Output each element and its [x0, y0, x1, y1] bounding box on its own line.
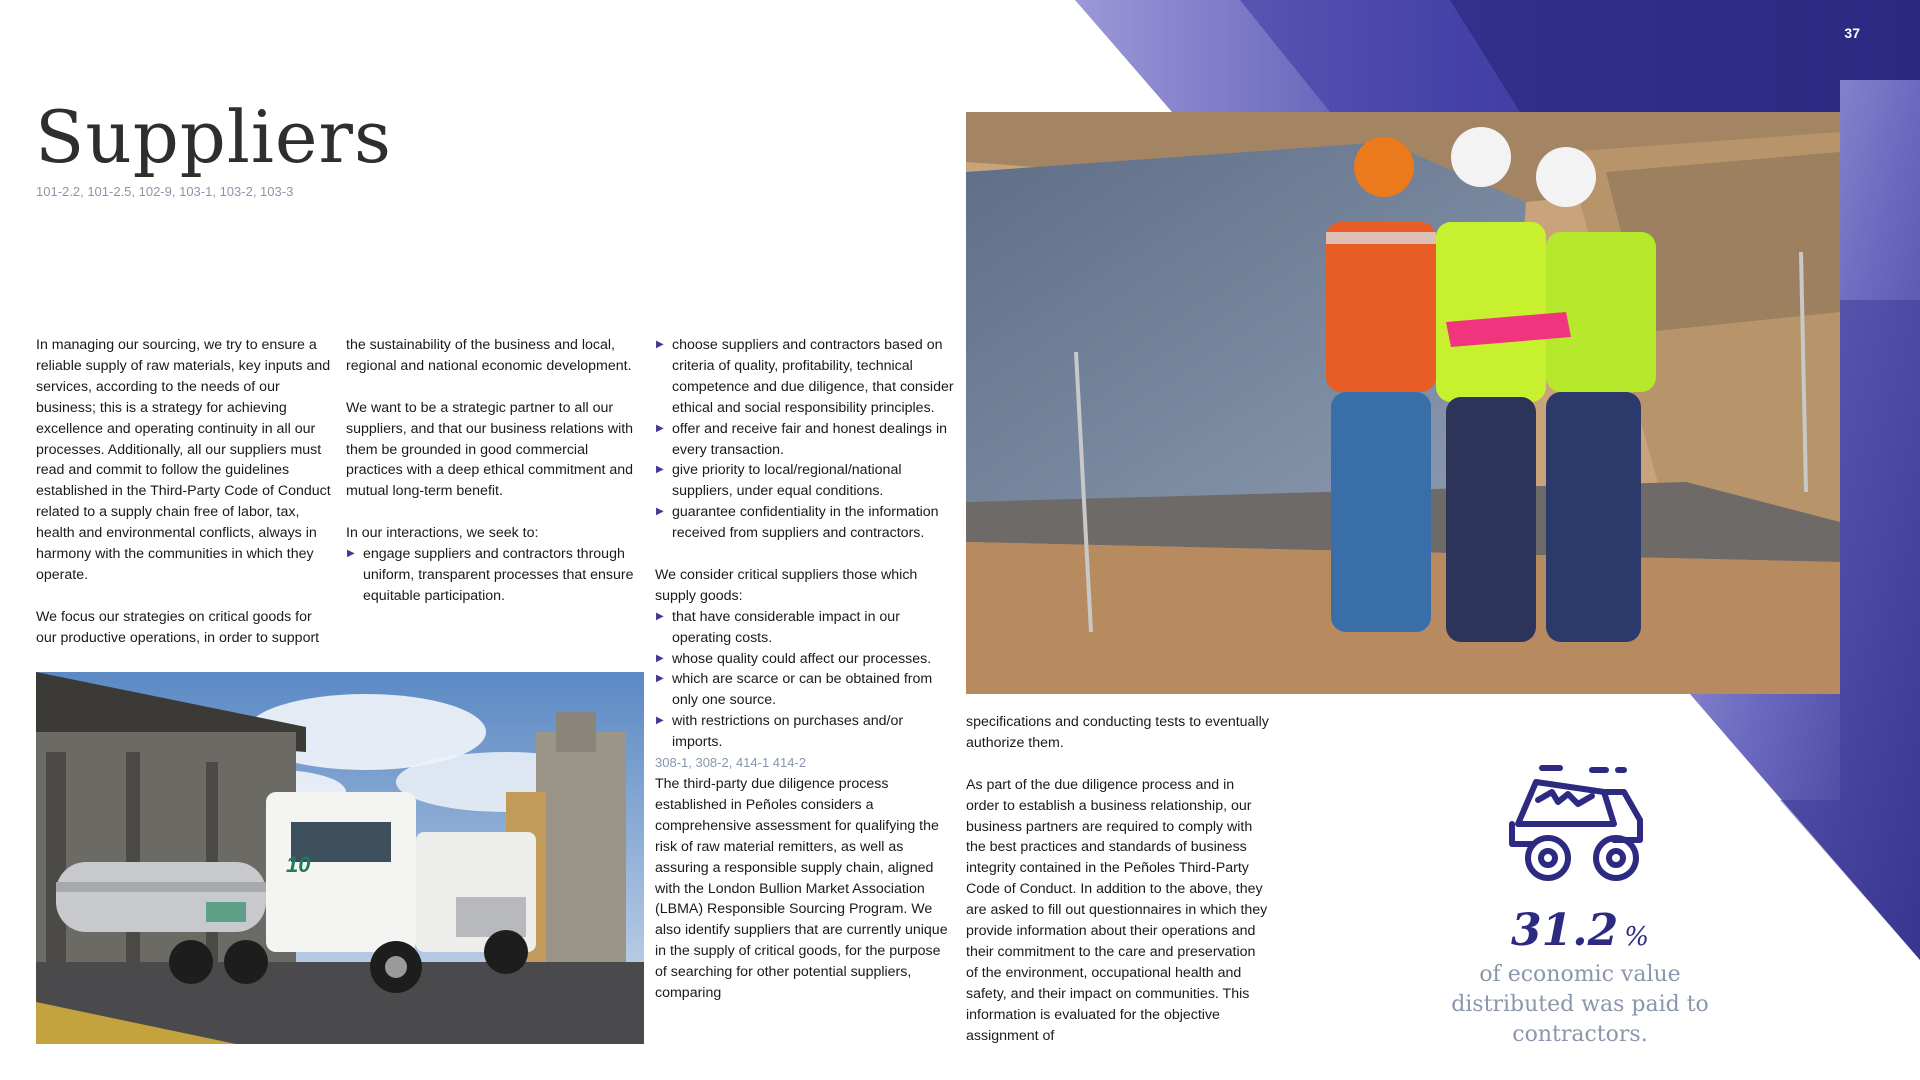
text-column-2 [346, 335, 646, 607]
text-column-3 [655, 335, 955, 1004]
paragraph: As part of the due diligence process and in order to establish a business relationship, our business partners are required to comply with the best practices and standards of business integrity contained in the Peñoles Third-Party Code of Conduct. In addition to the above, they are asked to fill out questionnaires in which they provide information about their operations and their commitment to the care and preservation of the environment, occupational health and safety, and their impact on communities. This information is evaluated for the objective assignment of [966, 776, 1268, 1044]
triangle-bullet-icon: ▶ [656, 506, 664, 518]
triangle-bullet-icon: ▶ [656, 610, 664, 622]
workers-photo [966, 112, 1840, 694]
paragraph: specifications and conducting tests to eventually authorize them. [966, 714, 1269, 751]
triangle-bullet-icon: ▶ [347, 548, 355, 560]
paragraph: We focus our strategies on critical goods for our productive operations, in order to support [36, 608, 320, 646]
trucks-illustration [36, 672, 644, 1044]
stat-unit: % [1624, 922, 1649, 952]
dump-truck-icon [1508, 762, 1656, 886]
bullet-item: ▶ that have considerable impact in our operating costs. [656, 608, 900, 646]
triangle-bullet-icon: ▶ [656, 339, 664, 350]
bullet-item: ▶ whose quality could affect our processes. [655, 649, 955, 670]
triangle-bullet-icon: ▶ [656, 652, 664, 664]
bullet-list [346, 544, 646, 607]
text-column-4 [966, 712, 1271, 1046]
bullet-item: ▶ offer and receive fair and honest dealings in every transaction. [656, 420, 948, 458]
bullet-item: ▶ guarantee confidentiality in the information received from suppliers and contractors. [656, 504, 939, 542]
bullet-list [655, 335, 955, 544]
triangle-bullet-icon: ▶ [656, 422, 664, 434]
stat-number: 31.2 [1511, 905, 1619, 956]
trucks-photo [36, 672, 644, 1044]
paragraph: We want to be a strategic partner to all our suppliers, and that our business relations with them be grounded in good commercial practices with a deep ethical commitment and mutual long-term benefit. [346, 399, 634, 500]
page-title: Suppliers [35, 95, 392, 179]
paragraph: The third-party due diligence process established in Peñoles considers a comprehensive assessment for qualifying the risk of raw material remitters, as well as assuring a responsible supply chain, aligned with the London Bullion Market Association (LBMA) Responsible Sourcing Program. We also identify suppliers that are currently unique in the supply of critical goods, for the purpose of searching for other potential suppliers, comparing [655, 776, 948, 1002]
bullet-item: ▶ choose suppliers and contractors based on criteria of quality, profitability, technical competence and due diligence, that consider ethical and social responsibility principles. [656, 337, 954, 416]
truck-number-label: 10 [286, 852, 311, 877]
triangle-bullet-icon: ▶ [656, 673, 664, 685]
workers-illustration [966, 112, 1840, 694]
gri-reference: 101-2.2, 101-2.5, 102-9, 103-1, 103-2, 103-3 [36, 184, 294, 199]
gri-reference: 308-1, 308-2, 414-1 414-2 [655, 755, 807, 771]
stat-value [1470, 905, 1690, 956]
stat-description: of economic value distributed was paid to contractors. [1451, 962, 1709, 1047]
bullet-item: ▶ which are scarce or can be obtained from only one source. [656, 671, 933, 709]
paragraph: We consider critical suppliers those which supply goods: [655, 566, 918, 604]
page-number: 37 [1844, 25, 1860, 41]
bullet-list [655, 607, 955, 753]
paragraph: In our interactions, we seek to: [346, 525, 539, 542]
triangle-bullet-icon: ▶ [656, 464, 664, 476]
triangle-bullet-icon: ▶ [656, 715, 664, 727]
paragraph: In managing our sourcing, we try to ensure a reliable supply of raw materials, key inputs and services, according to the needs of our business; this is a strategy for achieving excellence and operating continuity in all our processes. Additionally, all our suppliers must read and commit to follow the guidelines established in the Third-Party Code of Conduct related to a supply chain free of labor, tax, health and environmental conflicts, always in harmony with the communities in which they operate. [36, 337, 331, 583]
bullet-item: ▶ with restrictions on purchases and/or imports. [656, 713, 904, 751]
text-column-1 [36, 335, 336, 649]
bullet-item: ▶ give priority to local/regional/national suppliers, under equal conditions. [656, 462, 902, 500]
paragraph: the sustainability of the business and local, regional and national economic development. [346, 337, 632, 374]
bullet-item: ▶ engage suppliers and contractors through uniform, transparent processes that ensure equitable participation. [347, 546, 634, 604]
